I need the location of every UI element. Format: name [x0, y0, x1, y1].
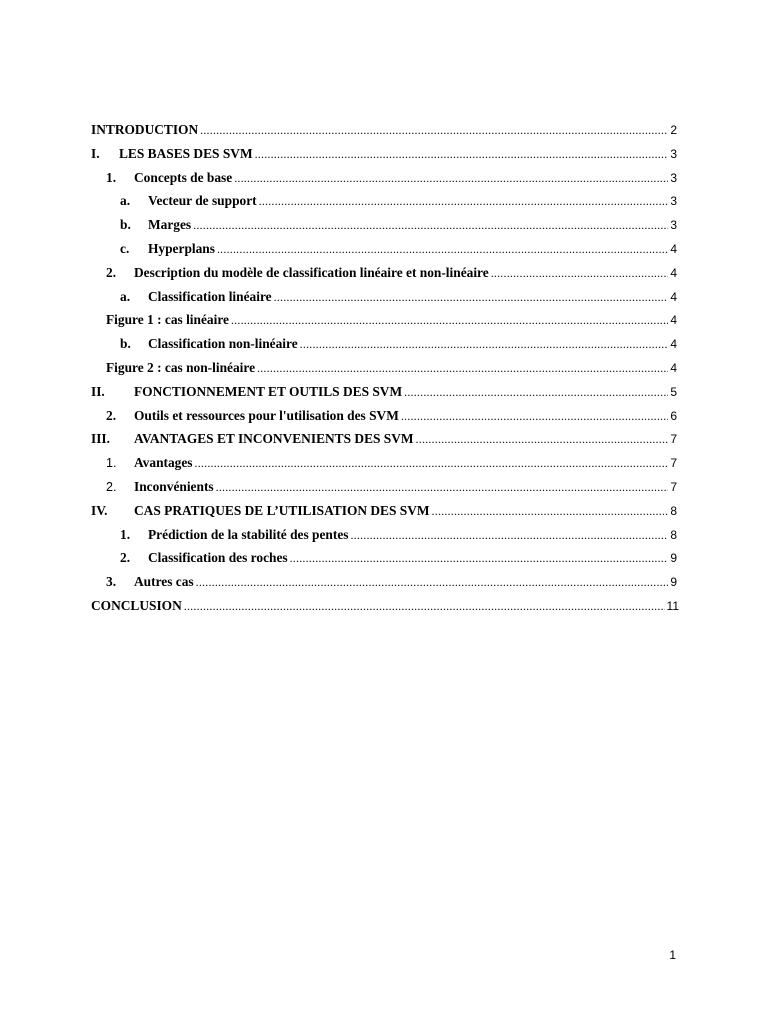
table-of-contents: [91, 122, 677, 622]
toc-entry-number: 1.: [106, 169, 117, 185]
toc-entry-page: 4: [670, 337, 677, 352]
toc-entry-concepts-de-base[interactable]: [91, 170, 677, 194]
toc-entry-prediction-stabilite[interactable]: [91, 527, 677, 551]
toc-leader-dots: [257, 361, 668, 376]
toc-entry-number: I.: [91, 145, 100, 161]
toc-entry-label: Classification non-linéaire: [148, 336, 298, 352]
toc-entry-number: b.: [120, 336, 131, 352]
toc-entry-number: 3.: [106, 574, 117, 590]
toc-entry-label: CONCLUSION: [91, 597, 182, 613]
toc-entry-page: 3: [670, 146, 677, 161]
toc-entry-conclusion[interactable]: [91, 598, 677, 622]
toc-entry-classification-non-lineaire[interactable]: [91, 336, 677, 360]
toc-entry-number: 2.: [106, 407, 117, 423]
toc-entry-label: Description du modèle de classification linéaire et non-linéaire: [134, 264, 489, 280]
toc-entry-number: b.: [120, 217, 131, 233]
toc-entry-avantages[interactable]: [91, 455, 677, 479]
page-number: 1: [669, 948, 676, 962]
toc-entry-marges[interactable]: [91, 217, 677, 241]
toc-leader-dots: [184, 599, 665, 614]
toc-entry-inconvenients[interactable]: [91, 479, 677, 503]
toc-entry-label: Inconvénients: [134, 478, 214, 494]
toc-entry-label: CAS PRATIQUES DE L’UTILISATION DES SVM: [134, 502, 430, 518]
toc-entry-classification-des-roches[interactable]: [91, 550, 677, 574]
toc-leader-dots: [274, 290, 669, 305]
toc-entry-label: LES BASES DES SVM: [119, 145, 253, 161]
toc-entry-label: Autres cas: [134, 574, 194, 590]
toc-entry-number: 2.: [106, 264, 117, 280]
toc-entry-label: Figure 2 : cas non-linéaire: [106, 359, 256, 375]
toc-entry-figure-1[interactable]: [91, 312, 677, 336]
toc-entry-page: 9: [670, 551, 677, 566]
toc-entry-number: 1.: [106, 456, 117, 471]
toc-entry-page: 4: [670, 289, 677, 304]
toc-entry-page: 3: [670, 194, 677, 209]
toc-leader-dots: [259, 194, 669, 209]
toc-entry-page: 4: [670, 265, 677, 280]
toc-entry-autres-cas[interactable]: [91, 574, 677, 598]
toc-entry-page: 3: [670, 218, 677, 233]
toc-leader-dots: [200, 123, 668, 138]
toc-entry-description-du-modele[interactable]: [91, 265, 677, 289]
toc-leader-dots: [404, 385, 668, 400]
toc-entry-page: 3: [670, 170, 677, 185]
toc-entry-number: 1.: [120, 526, 131, 542]
toc-entry-figure-2[interactable]: [91, 360, 677, 384]
toc-entry-page: 5: [670, 384, 677, 399]
toc-entry-number: IV.: [91, 502, 108, 518]
toc-leader-dots: [193, 218, 668, 233]
toc-leader-dots: [217, 242, 668, 257]
toc-entry-page: 11: [666, 598, 679, 613]
toc-entry-label: Marges: [148, 217, 192, 233]
toc-entry-number: 2.: [106, 479, 117, 494]
toc-entry-outils-et-ressources[interactable]: [91, 408, 677, 432]
toc-leader-dots: [234, 171, 668, 186]
toc-entry-label: INTRODUCTION: [91, 122, 199, 137]
toc-entry-page: 2: [670, 123, 677, 137]
toc-entry-page: 6: [670, 408, 677, 423]
toc-entry-page: 7: [670, 479, 677, 494]
toc-entry-label: FONCTIONNEMENT ET OUTILS DES SVM: [134, 383, 403, 399]
toc-entry-label: Prédiction de la stabilité des pentes: [148, 526, 349, 542]
toc-entry-fonctionnement[interactable]: [91, 384, 677, 408]
toc-entry-number: II.: [91, 383, 105, 399]
toc-entry-label: Figure 1 : cas linéaire: [106, 312, 229, 328]
toc-leader-dots: [290, 551, 669, 566]
toc-entry-vecteur-de-support[interactable]: [91, 193, 677, 217]
toc-entry-hyperplans[interactable]: [91, 241, 677, 265]
toc-entry-classification-lineaire[interactable]: [91, 289, 677, 313]
toc-entry-label: Classification des roches: [148, 550, 288, 566]
toc-entry-label: Outils et ressources pour l'utilisation des SVM: [134, 407, 399, 423]
toc-leader-dots: [401, 409, 668, 424]
toc-entry-number: 2.: [120, 550, 131, 566]
toc-entry-page: 4: [670, 241, 677, 256]
toc-entry-label: Hyperplans: [148, 240, 215, 256]
toc-entry-avantages-et-inconvenients[interactable]: [91, 431, 677, 455]
toc-leader-dots: [216, 480, 669, 495]
toc-entry-number: III.: [91, 431, 110, 447]
toc-entry-page: 8: [670, 527, 677, 542]
toc-entry-label: Vecteur de support: [148, 193, 257, 209]
toc-entry-page: 9: [670, 575, 677, 590]
toc-leader-dots: [432, 504, 669, 519]
toc-leader-dots: [196, 575, 669, 590]
toc-entry-page: 8: [670, 503, 677, 518]
toc-entry-page: 4: [670, 360, 677, 375]
toc-entry-number: c.: [120, 240, 130, 256]
toc-entry-number: a.: [120, 193, 131, 209]
toc-entry-introduction[interactable]: [91, 122, 677, 146]
toc-leader-dots: [255, 147, 669, 162]
toc-leader-dots: [416, 432, 669, 447]
toc-leader-dots: [300, 337, 669, 352]
toc-entry-page: 7: [670, 456, 677, 471]
toc-entry-label: Avantages: [134, 455, 193, 471]
toc-leader-dots: [350, 528, 668, 543]
toc-entry-cas-pratiques[interactable]: [91, 503, 677, 527]
toc-leader-dots: [195, 456, 669, 471]
toc-entry-label: Concepts de base: [134, 169, 233, 185]
toc-entry-page: 7: [670, 432, 677, 447]
toc-entry-label: Classification linéaire: [148, 288, 272, 304]
toc-entry-label: AVANTAGES ET INCONVENIENTS DES SVM: [134, 431, 414, 447]
toc-leader-dots: [491, 266, 669, 281]
toc-leader-dots: [231, 313, 668, 328]
toc-entry-page: 4: [670, 313, 677, 328]
toc-entry-number: a.: [120, 288, 131, 304]
toc-entry-les-bases[interactable]: [91, 146, 677, 170]
